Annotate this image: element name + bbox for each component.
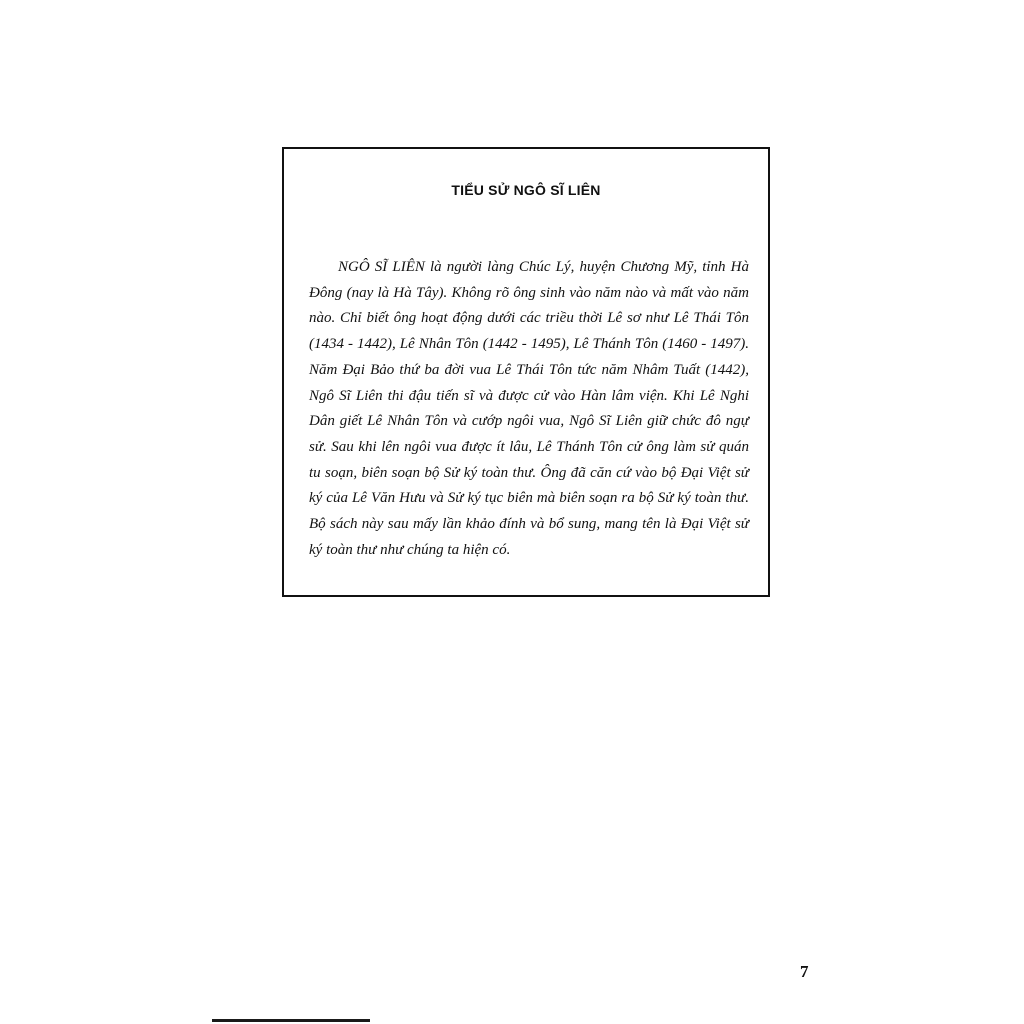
biography-paragraph: NGÔ SĨ LIÊN là người làng Chúc Lý, huyện Chương Mỹ, tỉnh Hà Đông (nay là Hà Tây). Không rõ ông sinh vào năm nào và mất vào năm nào. Chỉ biết ông hoạt động dưới các triều thời Lê sơ như Lê Thái Tôn (1434 - 1442), Lê Nhân Tôn (1442 - 1495), Lê Thánh Tôn (1460 - 1497). Năm Đại Bảo thứ ba đời vua Lê Thái Tôn tức năm Nhâm Tuất (1442), Ngô Sĩ Liên thi đậu tiến sĩ và được cử vào Hàn lâm viện. Khi Lê Nghi Dân giết Lê Nhân Tôn và cướp ngôi vua, Ngô Sĩ Liên giữ chức đô ngự sử. Sau khi lên ngôi vua được ít lâu, Lê Thánh Tôn cử ông làm sử quán tu soạn, biên soạn bộ Sử ký toàn thư. Ông đã căn cứ vào bộ Đại Việt sử ký của Lê Văn Hưu và Sử ký tục biên mà biên soạn ra bộ Sử ký toàn thư. Bộ sách này sau mấy lần khảo đính và bổ sung, mang tên là Đại Việt sử ký toàn thư như chúng ta hiện có. xyxy=(309,259,749,558)
biography-box xyxy=(282,147,770,597)
biography-title: TIỂU SỬ NGÔ SĨ LIÊN xyxy=(451,182,601,198)
page-number: 7 xyxy=(800,962,809,981)
scan-edge-line xyxy=(212,1019,370,1022)
